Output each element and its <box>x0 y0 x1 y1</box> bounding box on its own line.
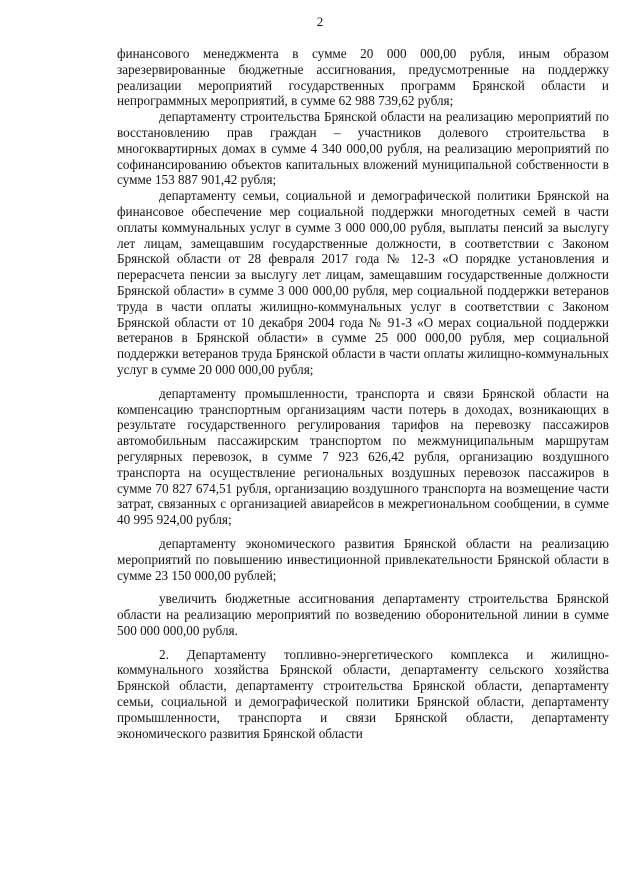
paragraph-financial-management: финансового менеджмента в сумме 20 000 000,00 рубля, иным образом зарезервированные бюджетные ассигнования, предусмотренные на поддержку реализации мероприятий государственных программ Брянской области и непрограммных мероприятий, в сумме 62 988 739,62 рубля; <box>117 46 609 109</box>
paragraph-family-policy-department: департаменту семьи, социальной и демографической политики Брянской на финансовое обеспечение мер социальной поддержки многодетных семей в части оплаты коммунальных услуг в сумме 3 000 000,00 рубля, выплаты пенсий за выслугу лет лицам, замещавшим государственные должности, в соответствии с Законом Брянской области от 28 февраля 2017 года № 12-З «О порядке установления и перерасчета пенсии за выслугу лет лицам, замещавшим государственные должности Брянской области» в сумме 3 000 000,00 рубля, мер социальной поддержки ветеранов труда в части оплаты жилищно-коммунальных услуг в соответствии с Законом Брянской области от 10 декабря 2004 года № 91-З «О мерах социальной поддержки ветеранов в Брянской области» в сумме 25 000 000,00 рубля, мер социальной поддержки ветеранов труда Брянской области в части оплаты жилищно-коммунальных услуг в сумме 20 000 000,00 рубля; <box>117 188 609 377</box>
paragraph-increase-allocations: увеличить бюджетные ассигнования департаменту строительства Брянской области на реализацию мероприятий по возведению оборонительной линии в сумме 500 000 000,00 рубля. <box>117 591 609 638</box>
document-body <box>117 46 609 741</box>
page-number: 2 <box>316 14 324 29</box>
paragraph-economic-development-department: департаменту экономического развития Брянской области на реализацию мероприятий по повышению инвестиционной привлекательности Брянской области в сумме 23 150 000,00 рублей; <box>117 535 609 583</box>
paragraph-item-2: 2. Департаменту топливно-энергетического комплекса и жилищно-коммунального хозяйства Брянской области, департаменту сельского хозяйства Брянской области, департаменту строительства Брянской области, департаменту семьи, социальной и демографической политики Брянской области, департаменту промышленности, транспорта и связи Брянской области, департаменту экономического развития Брянской области <box>117 646 609 741</box>
paragraph-transport-department: департаменту промышленности, транспорта и связи Брянской области на компенсацию транспортным организациям части потерь в доходах, возникающих в результате государственного регулирования тарифов на перевозку пассажиров автомобильным пассажирским транспортом по межмуниципальным маршрутам регулярных перевозок, в сумме 7 923 626,42 рубля, организацию воздушного транспорта на осуществление региональных воздушных перевозок пассажиров в сумме 70 827 674,51 рубля, организацию воздушного транспорта на возмещение части затрат, связанных с организацией авиарейсов в межрегиональном сообщении, в сумме 40 995 924,00 рубля; <box>117 385 609 528</box>
paragraph-construction-department: департаменту строительства Брянской области на реализацию мероприятий по восстановлению прав граждан – участников долевого строительства в многоквартирных домах в сумме 4 340 000,00 рубля, на реализацию мероприятий по софинансированию объектов капитальных вложений муниципальной собственности в сумме 153 887 901,42 рубля; <box>117 109 609 188</box>
